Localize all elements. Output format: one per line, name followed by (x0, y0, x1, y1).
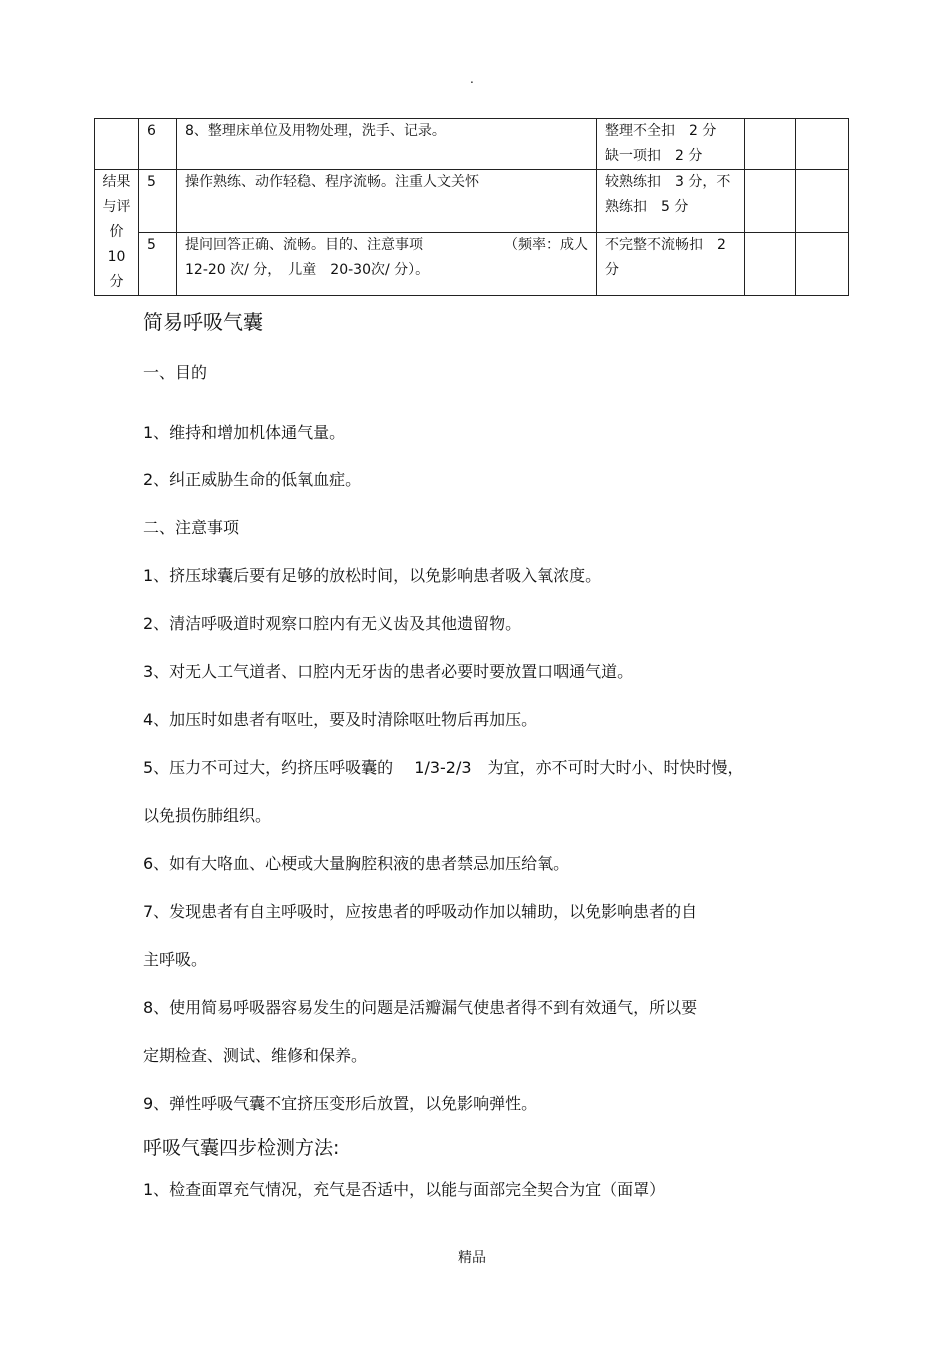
note-item: 6、如有大咯血、心梗或大量胸腔积液的患者禁忌加压给氧。 (143, 854, 570, 873)
note-item-continued: 定期检查、测试、维修和保养。 (143, 1046, 368, 1065)
content-cell: 操作熟练、动作轻稳、程序流畅。注重人文关怀 (177, 170, 597, 233)
deduction-line: 缺一项扣 2 分 (605, 148, 703, 164)
note-item: 5、压力不可过大，约挤压呼吸囊的 1/3-2/3 为宜，亦不可时大时小、时快时慢， (143, 758, 744, 777)
note-item: 8、使用简易呼吸器容易发生的问题是活瓣漏气使患者得不到有效通气，所以要 (143, 998, 698, 1017)
category-cell: 结果与评价 10 分 (95, 170, 139, 296)
score-cell: 5 (139, 170, 177, 233)
note-item: 9、弹性呼吸气囊不宜挤压变形后放置，以免影响弹性。 (143, 1094, 538, 1113)
deduction-cell (597, 119, 745, 170)
purpose-item: 1、维持和增加机体通气量。 (143, 423, 346, 442)
header-mark: . (470, 72, 474, 86)
content-line (185, 233, 588, 258)
note-item: 3、对无人工气道者、口腔内无牙齿的患者必要时要放置口咽通气道。 (143, 662, 634, 681)
category-cell (95, 119, 139, 170)
table-row (95, 170, 849, 233)
score-cell: 6 (139, 119, 177, 170)
content-text: （频率：成人 (504, 237, 588, 253)
note-item: 1、挤压球囊后要有足够的放松时间，以免影响患者吸入氧浓度。 (143, 566, 602, 585)
empty-cell (745, 233, 796, 296)
table-row (95, 119, 849, 170)
scoring-table (94, 118, 849, 296)
note-item: 4、加压时如患者有呕吐，要及时清除呕吐物后再加压。 (143, 710, 538, 729)
deduction-line: 整理不全扣 2 分 (605, 123, 717, 139)
table-row (95, 233, 849, 296)
empty-cell (796, 233, 849, 296)
note-item: 2、清洁呼吸道时观察口腔内有无义齿及其他遗留物。 (143, 614, 522, 633)
purpose-item: 2、纠正威胁生命的低氧血症。 (143, 470, 362, 489)
page-footer: 精品 (458, 1250, 486, 1266)
empty-cell (796, 119, 849, 170)
doc-title: 简易呼吸气囊 (143, 310, 263, 334)
empty-cell (796, 170, 849, 233)
method-heading: 呼吸气囊四步检测方法: (143, 1137, 340, 1159)
content-cell (177, 233, 597, 296)
section-heading: 一、目的 (143, 363, 208, 382)
empty-cell (745, 119, 796, 170)
score-cell: 5 (139, 233, 177, 296)
section-heading: 二、注意事项 (143, 518, 240, 537)
deduction-cell: 较熟练扣 3 分，不熟练扣 5 分 (597, 170, 745, 233)
content-line: 12-20 次/ 分， 儿童 20-30次/ 分）。 (185, 262, 430, 278)
empty-cell (745, 170, 796, 233)
note-item-continued: 主呼吸。 (143, 950, 208, 969)
deduction-cell: 不完整不流畅扣 2 分 (597, 233, 745, 296)
content-text: 提问回答正确、流畅。目的、注意事项 (185, 237, 423, 253)
content-cell: 8、整理床单位及用物处理，洗手、记录。 (177, 119, 597, 170)
note-item: 7、发现患者有自主呼吸时，应按患者的呼吸动作加以辅助，以免影响患者的自 (143, 902, 698, 921)
step-item: 1、检查面罩充气情况，充气是否适中，以能与面部完全契合为宜（面罩） (143, 1180, 666, 1199)
note-item-continued: 以免损伤肺组织。 (143, 806, 272, 825)
